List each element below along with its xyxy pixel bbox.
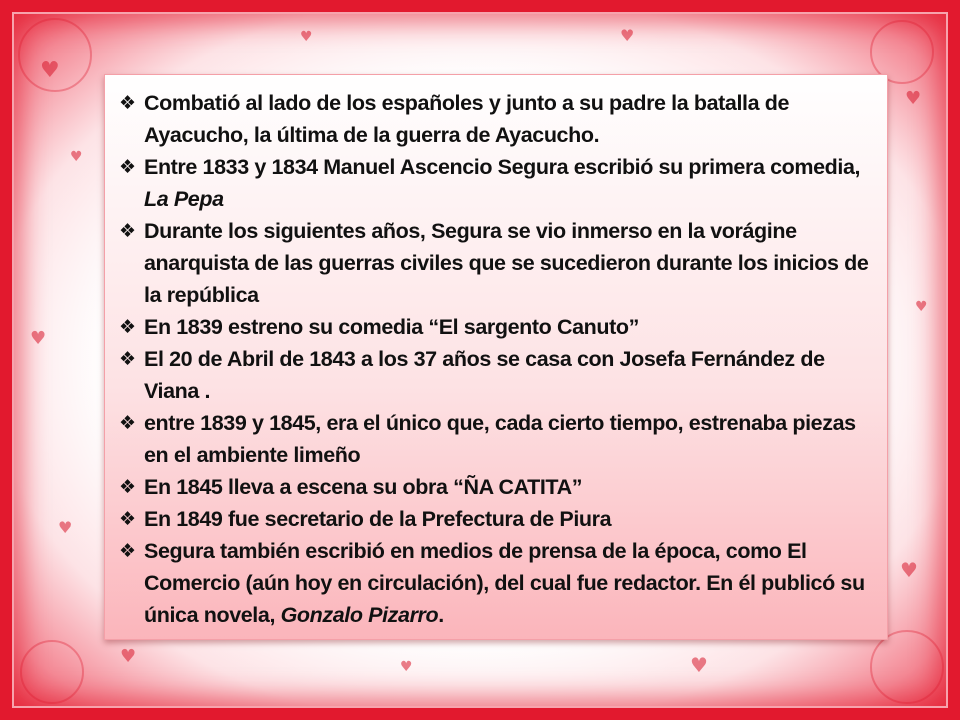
- heart-icon: ♥: [915, 299, 928, 315]
- heart-icon: ♥: [690, 653, 708, 677]
- bullet-text: El 20 de Abril de 1843 a los 37 años se casa con Josefa Fernández de Viana .: [144, 347, 825, 403]
- bullet-item: [119, 151, 877, 215]
- heart-icon: ♥: [300, 29, 313, 45]
- diamond-bullet-icon: ❖: [119, 412, 136, 434]
- bullet-text: En 1839 estreno su comedia “El sargento Canuto”: [144, 315, 639, 339]
- diamond-bullet-icon: ❖: [119, 476, 136, 498]
- bullet-text: En 1845 lleva a escena su obra “ÑA CATITA”: [144, 475, 583, 499]
- heart-icon: ♥: [620, 26, 635, 45]
- heart-icon: ♥: [70, 149, 83, 165]
- bullet-text: En 1849 fue secretario de la Prefectura de Piura: [144, 507, 612, 531]
- bullet-item: [119, 471, 877, 503]
- bullet-item: [119, 407, 877, 471]
- bullet-item: [119, 343, 877, 407]
- bullet-item: [119, 535, 877, 631]
- bullet-text: Entre 1833 y 1834 Manuel Ascencio Segura escribió su primera comedia,: [144, 155, 861, 179]
- heart-icon: ♥: [400, 659, 413, 675]
- heart-icon: ♥: [120, 646, 137, 667]
- bullet-text-end: .: [438, 603, 444, 627]
- heart-icon: ♥: [40, 58, 60, 83]
- diamond-bullet-icon: ❖: [119, 348, 136, 370]
- bullet-text: Combatió al lado de los españoles y junto a su padre la batalla de Ayacucho, la última de la guerra de Ayacucho.: [144, 91, 790, 147]
- content-panel: [104, 74, 888, 640]
- heart-icon: ♥: [905, 88, 922, 109]
- italic-title: La Pepa: [144, 187, 224, 211]
- diamond-bullet-icon: ❖: [119, 220, 136, 242]
- italic-title: Gonzalo Pizarro: [280, 603, 439, 627]
- bullet-item: [119, 87, 877, 151]
- bullet-item: [119, 503, 877, 535]
- diamond-bullet-icon: ❖: [119, 92, 136, 114]
- diamond-bullet-icon: ❖: [119, 508, 136, 530]
- bullet-list: [119, 87, 877, 631]
- diamond-bullet-icon: ❖: [119, 540, 136, 562]
- bullet-text: Durante los siguientes años, Segura se vio inmerso en la vorágine anarquista de las guerras civiles que se sucedieron durante los inicios de la república: [144, 219, 869, 307]
- diamond-bullet-icon: ❖: [119, 316, 136, 338]
- heart-icon: ♥: [30, 328, 47, 349]
- heart-icon: ♥: [58, 518, 73, 537]
- bullet-text: Segura también escribió en medios de prensa de la época, como El Comercio (aún hoy en circulación), del cual fue redactor. En él publicó su única novela,: [144, 539, 865, 627]
- bullet-item: [119, 311, 877, 343]
- heart-icon: ♥: [900, 558, 918, 582]
- diamond-bullet-icon: ❖: [119, 156, 136, 178]
- bullet-text: entre 1839 y 1845, era el único que, cada cierto tiempo, estrenaba piezas en el ambiente limeño: [144, 411, 856, 467]
- bullet-item: [119, 215, 877, 311]
